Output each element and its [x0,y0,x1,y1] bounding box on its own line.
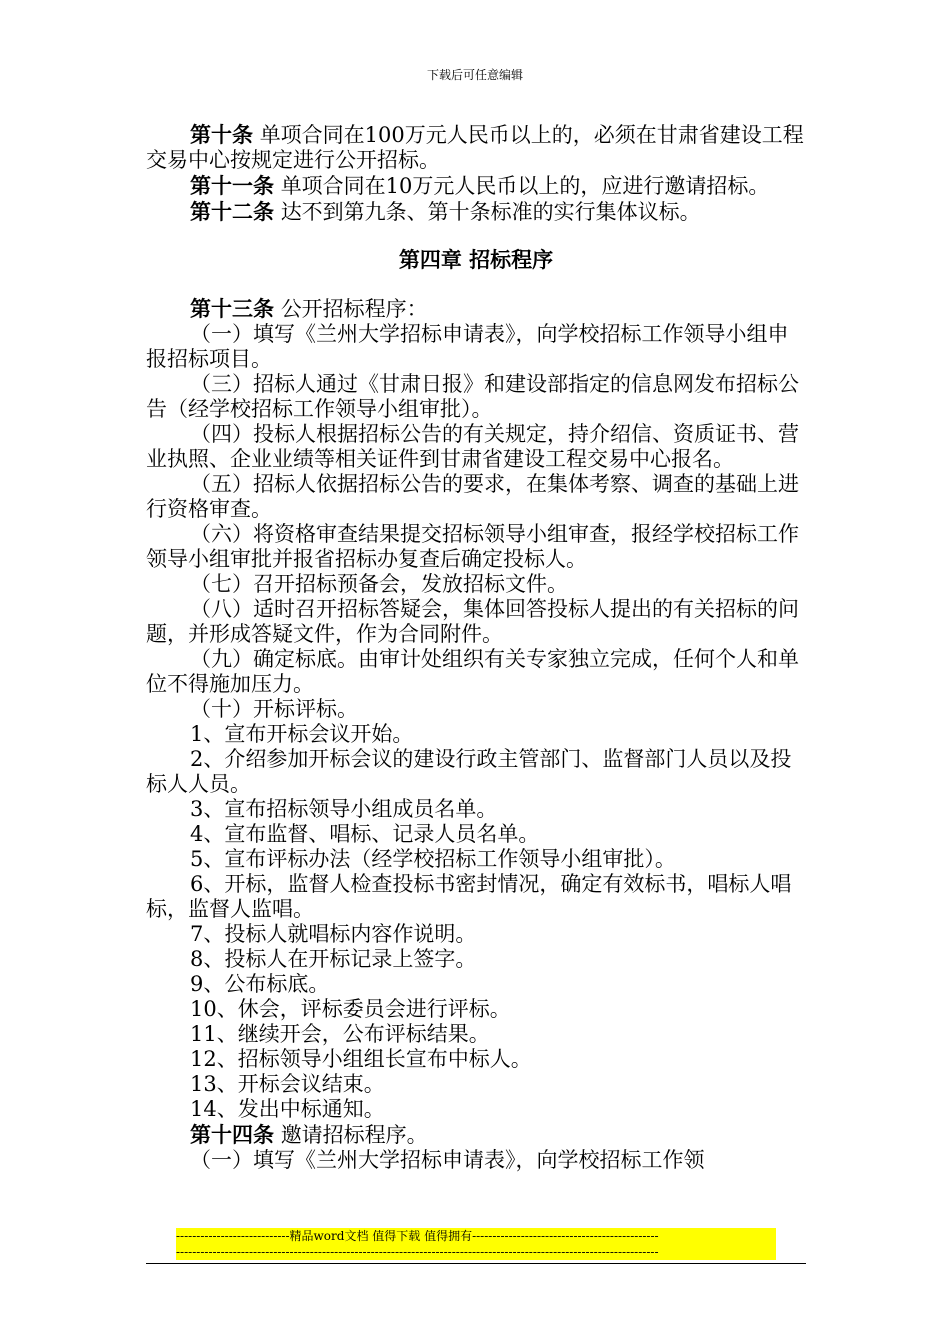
list-item: （八）适时召开招标答疑会，集体回答投标人提出的有关招标的问题，并形成答疑文件，作为合同附件。 [146,597,799,646]
list-item: （一）填写《兰州大学招标申请表》，向学校招标工作领 [190,1148,705,1172]
article-label: 第十三条 [190,296,274,321]
list-item: 1、宣布开标会议开始。 [190,722,414,746]
list-item: 3、宣布招标领导小组成员名单。 [190,797,498,821]
list-item: （四）投标人根据招标公告的有关规定，持介绍信、资质证书、营业执照、企业业绩等相关证件到甘肃省建设工程交易中心报名。 [146,422,799,471]
article-text: 邀请招标程序。 [280,1123,428,1147]
list-item: 12、招标领导小组组长宣布中标人。 [190,1047,532,1071]
article-11 [146,173,806,199]
article-label: 第十二条 [190,199,274,224]
list-item: （三）招标人通过《甘肃日报》和建设部指定的信息网发布招标公告（经学校招标工作领导小组审批）。 [146,372,799,421]
article-text: 单项合同在100万元人民币以上的，必须在甘肃省建设工程交易中心按规定进行公开招标。 [146,123,804,172]
list-item: 2、介绍参加开标会议的建设行政主管部门、监督部门人员以及投标人人员。 [146,747,792,796]
list-item: 4、宣布监督、唱标、记录人员名单。 [190,822,540,846]
list-item: （五）招标人依据招标公告的要求，在集体考察、调查的基础上进行资格审查。 [146,472,799,521]
article-14 [146,1122,806,1148]
list-item: （一）填写《兰州大学招标申请表》，向学校招标工作领导小组申报招标项目。 [146,322,789,371]
document-body [146,122,806,1173]
footer-line-2: ----------------------------------------------------------------------------------------------------------------------- [176,1245,659,1259]
footer-divider [146,1263,806,1264]
article-10 [146,122,806,173]
footer-line-1: ----------------------------精品word文档 值得下载 值得拥有---------------------------------------------- [176,1229,659,1243]
page-header: 下载后可任意编辑 [426,68,523,82]
list-item: 9、公布标底。 [190,972,330,996]
footer-banner [176,1228,776,1260]
article-13 [146,296,806,322]
list-item: 7、投标人就唱标内容作说明。 [190,922,477,946]
article-text: 达不到第九条、第十条标准的实行集体议标。 [280,200,701,224]
article-label: 第十条 [190,122,253,147]
list-item: （九）确定标底。由审计处组织有关专家独立完成，任何个人和单位不得施加压力。 [146,647,799,696]
list-item: （十）开标评标。 [190,697,358,721]
list-item: （六）将资格审查结果提交招标领导小组审查，报经学校招标工作领导小组审批并报省招标办复查后确定投标人。 [146,522,799,571]
list-item: 11、继续开会，公布评标结果。 [190,1022,490,1046]
list-item: 8、投标人在开标记录上签字。 [190,947,477,971]
article-label: 第十四条 [190,1122,274,1147]
article-label: 第十一条 [190,173,274,198]
chapter-title: 第四章 招标程序 [398,247,554,272]
article-text: 单项合同在10万元人民币以上的，应进行邀请招标。 [280,174,770,198]
list-item: （七）召开招标预备会，发放招标文件。 [190,572,568,596]
list-item: 5、宣布评标办法（经学校招标工作领导小组审批）。 [190,847,676,871]
article-12 [146,199,806,225]
list-item: 10、休会，评标委员会进行评标。 [190,997,511,1021]
list-item: 13、开标会议结束。 [190,1072,385,1096]
list-item: 14、发出中标通知。 [190,1097,385,1121]
list-item: 6、开标，监督人检查投标书密封情况，确定有效标书，唱标人唱标，监督人监唱。 [146,872,792,921]
article-text: 公开招标程序： [280,297,428,321]
